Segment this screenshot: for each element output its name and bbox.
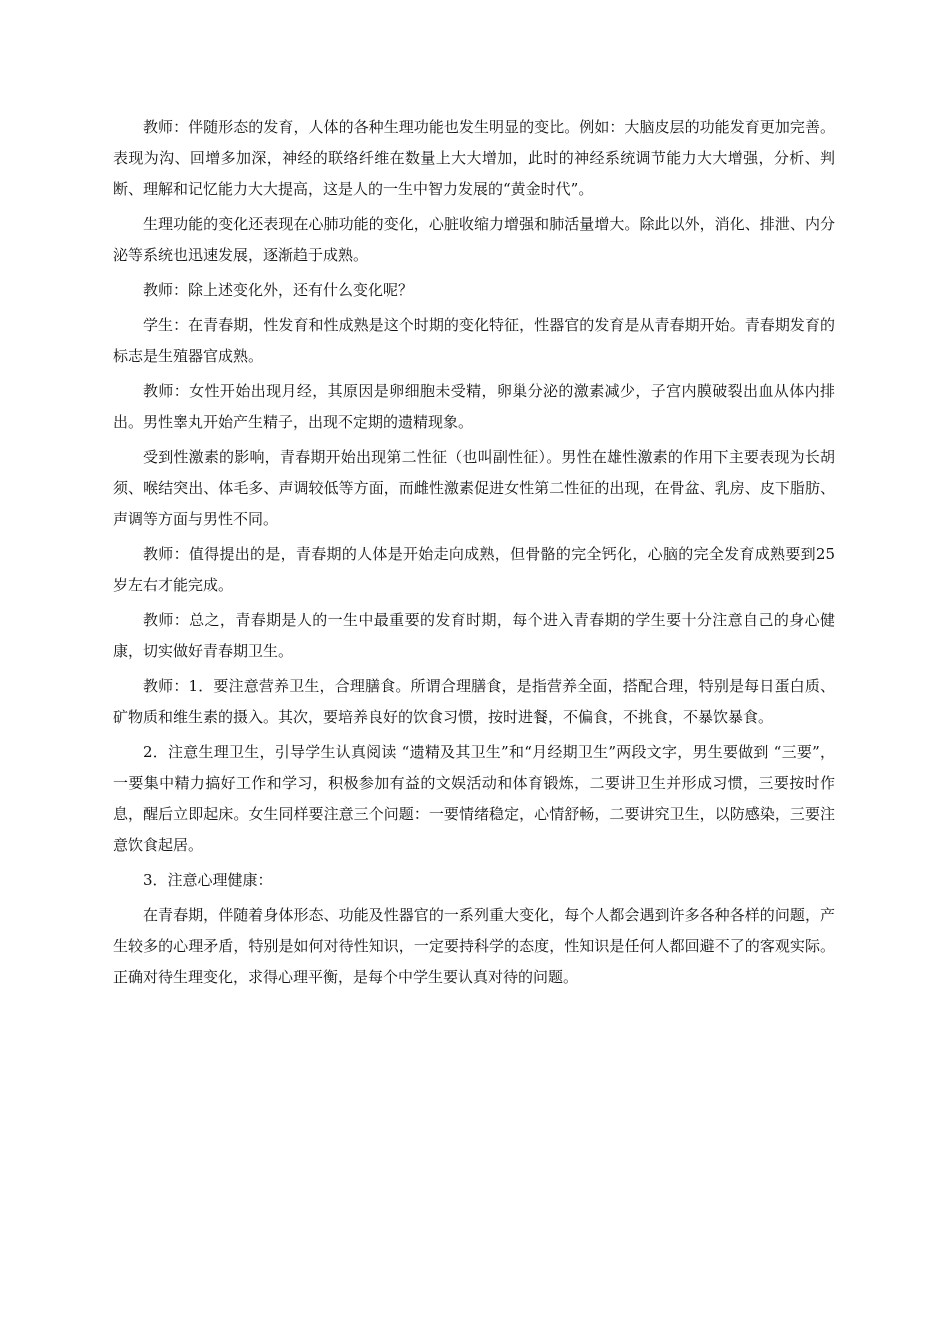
paragraph-secondary-sex-characteristics: 受到性激素的影响，青春期开始出现第二性征（也叫副性征）。男性在雄性激素的作用下主要表现为长胡须、喉结突出、体毛多、声调较低等方面，而雌性激素促进女性第二性征的出现，在骨盆、乳房、皮下脂肪、声调等方面与男性不同。 (113, 448, 835, 528)
paragraph-physiological-hygiene: 2．注意生理卫生，引导学生认真阅读 “遗精及其卫生”和“月经期卫生”两段文字，男生要做到 “三要”，一要集中精力搞好工作和学习，积极参加有益的文娱活动和体育锻炼，二要讲卫生并形成习惯，三要按时作息，醒后立即起床。女生同样要注意三个问题：一要情绪稳定，心情舒畅，二要讲究卫生，以防感染，三要注意饮食起居。 (113, 743, 835, 854)
paragraph-mental-health: 在青春期，伴随着身体形态、功能及性器官的一系列重大变化，每个人都会遇到许多各种各样的问题，产生较多的心理矛盾，特别是如何对待性知识，一定要持科学的态度，性知识是任何人都回避不了的客观实际。正确对待生理变化，求得心理平衡，是每个中学生要认真对待的问题。 (113, 906, 835, 986)
paragraph-summary: 教师：总之，青春期是人的一生中最重要的发育时期，每个进入青春期的学生要十分注意自己的身心健康，切实做好青春期卫生。 (113, 611, 835, 660)
document-page (113, 112, 835, 997)
paragraph-student-answer: 学生：在青春期，性发育和性成熟是这个时期的变化特征，性器官的发育是从青春期开始。青春期发育的标志是生殖器官成熟。 (113, 316, 835, 365)
paragraph-maturity-age: 教师：值得提出的是，青春期的人体是开始走向成熟，但骨骼的完全钙化，心脑的完全发育成熟要到25岁左右才能完成。 (113, 545, 835, 594)
paragraph-heart-lung-function: 生理功能的变化还表现在心肺功能的变化，心脏收缩力增强和肺活量增大。除此以外，消化、排泄、内分泌等系统也迅速发展，逐渐趋于成熟。 (113, 215, 835, 264)
paragraph-brain-development: 教师：伴随形态的发育，人体的各种生理功能也发生明显的变比。例如：大脑皮层的功能发育更加完善。表现为沟、回增多加深，神经的联络纤维在数量上大大增加，此时的神经系统调节能力大大增强，分析、判断、理解和记忆能力大大提高，这是人的一生中智力发展的“黄金时代”。 (113, 118, 835, 198)
paragraph-nutrition-hygiene: 教师：1．要注意营养卫生，合理膳食。所谓合理膳食，是指营养全面，搭配合理，特别是每日蛋白质、矿物质和维生素的摄入。其次，要培养良好的饮食习惯，按时进餐，不偏食，不挑食，不暴饮暴食。 (113, 677, 835, 726)
paragraph-mental-health-heading: 3．注意心理健康： (143, 871, 273, 889)
paragraph-menstruation: 教师：女性开始出现月经，其原因是卵细胞未受精，卵巢分泌的激素减少，子宫内膜破裂出血从体内排出。男性睾丸开始产生精子，出现不定期的遗精现象。 (113, 382, 835, 431)
paragraph-teacher-question: 教师：除上述变化外，还有什么变化呢？ (143, 281, 414, 299)
